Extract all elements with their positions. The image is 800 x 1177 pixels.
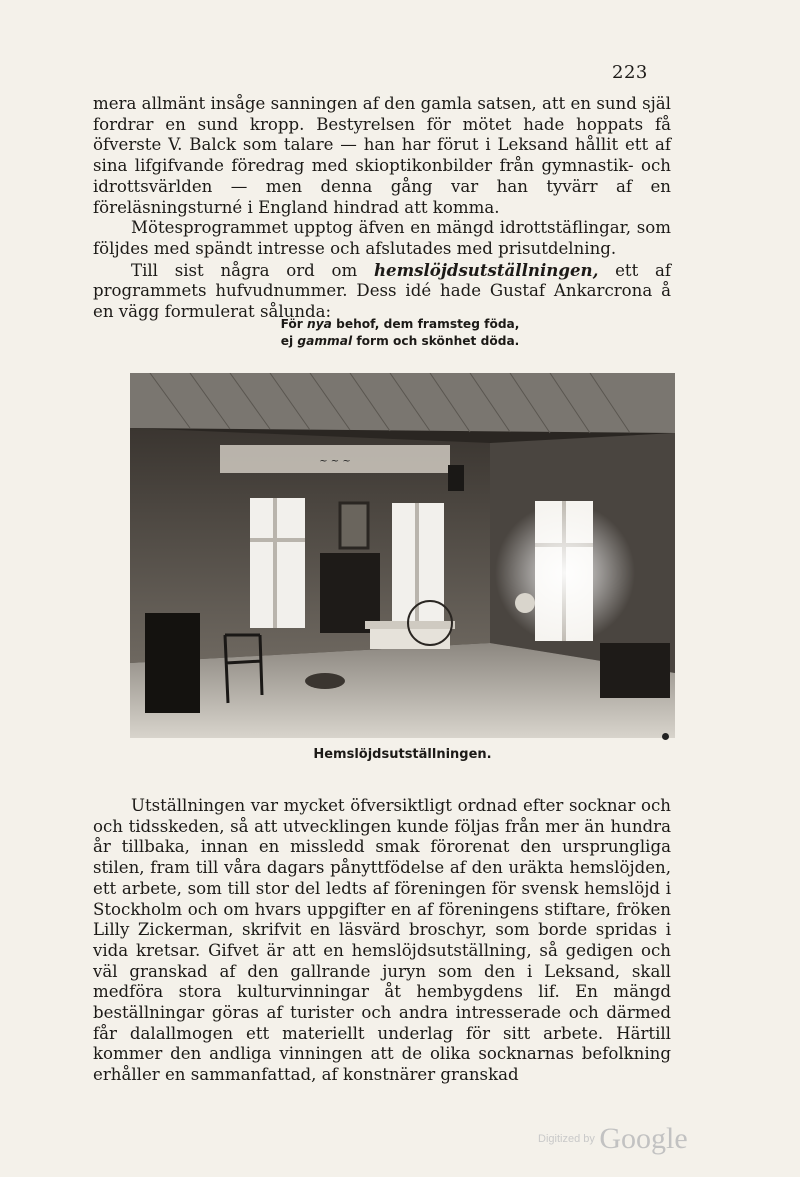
- emphasis-hemslojdsutstallningen: hemslöjdsutställningen,: [373, 259, 599, 280]
- digitized-by-label: Digitized by: [538, 1133, 595, 1145]
- digitized-watermark: [538, 1122, 688, 1156]
- motto-line-1: [250, 316, 550, 333]
- motto-line-2: [250, 333, 550, 350]
- body-text-top: [93, 94, 671, 323]
- body-text-bottom: [93, 796, 671, 1086]
- svg-text:~ ~ ~: ~ ~ ~: [319, 456, 351, 467]
- exhibition-photo-drawing: [130, 373, 675, 738]
- google-logo: Google: [599, 1122, 688, 1155]
- paragraph-3: [93, 260, 671, 323]
- figure-caption: Hemslöjdsutställningen.: [313, 747, 492, 762]
- page-number: 223: [612, 62, 648, 83]
- motto-line-1-b: behof, dem framsteg föda,: [331, 317, 520, 331]
- paragraph-2: Mötesprogrammet upptog äfven en mängd idrottstäflingar, som följdes med spändt intresse och afslutades med prisutdelning.: [93, 218, 671, 258]
- print-speck: [662, 733, 669, 740]
- motto-line-2-b: form och skönhet döda.: [352, 334, 520, 348]
- motto-line-1-a: För: [280, 317, 308, 331]
- paragraph-4: Utställningen var mycket öfversiktligt ordnad efter socknar och och tidsskeden, så att utvecklingen kunde följas från mer än hundra år tillbaka, innan en missledd smak förorenat den ursprungliga stilen, fram till våra dagars pånyttfödelse af den uräkta hemslöjden, ett arbete, som till stor del ledts af föreningen för svensk hemslöjd i Stockholm och om hvars uppgifter en af föreningens stiftare, fröken Lilly Zickerman, skrifvit en läsvärd broschyr, som borde spridas i vida kretsar. Gifvet är att en hemslöjdsutställning, så gedigen och väl granskad af den gallrande juryn som den i Leksand, skall medföra stora kulturvinningar åt hembygdens lif. En mängd beställningar göras af turister och andra intresserade och därmed får dalallmogen ett materiellt underlag för sitt arbete. Härtill kommer den andliga vinningen att de olika socknarnas befolkning erhåller en sammanfattad, af konstnärer granskad: [93, 796, 671, 1085]
- paragraph-1: mera allmänt insåge sanningen af den gamla satsen, att en sund själ fordrar en sund kropp. Bestyrelsen för mötet hade hoppats få öfverste V. Balck som talare — han har förut i Leksand hållit ett af sina lifgifvande föredrag med skioptikonbilder från gymnastik- och idrottsvärlden — men denna gång var han tyvärr af en föreläsningsturné i England hindrad att komma.: [93, 94, 671, 217]
- exhibition-photo: [130, 373, 675, 738]
- motto-line-2-em: gammal: [297, 334, 353, 348]
- paragraph-3-before: Till sist några ord om: [131, 260, 374, 280]
- motto-quote: [250, 316, 550, 350]
- motto-line-1-em: nya: [307, 317, 332, 331]
- paragraph-3-after: ett af programmets hufvudnummer. Dess idé hade Gustaf Ankarcrona å en vägg formulerat sålunda:: [93, 260, 671, 322]
- motto-line-2-a: ej: [280, 334, 298, 348]
